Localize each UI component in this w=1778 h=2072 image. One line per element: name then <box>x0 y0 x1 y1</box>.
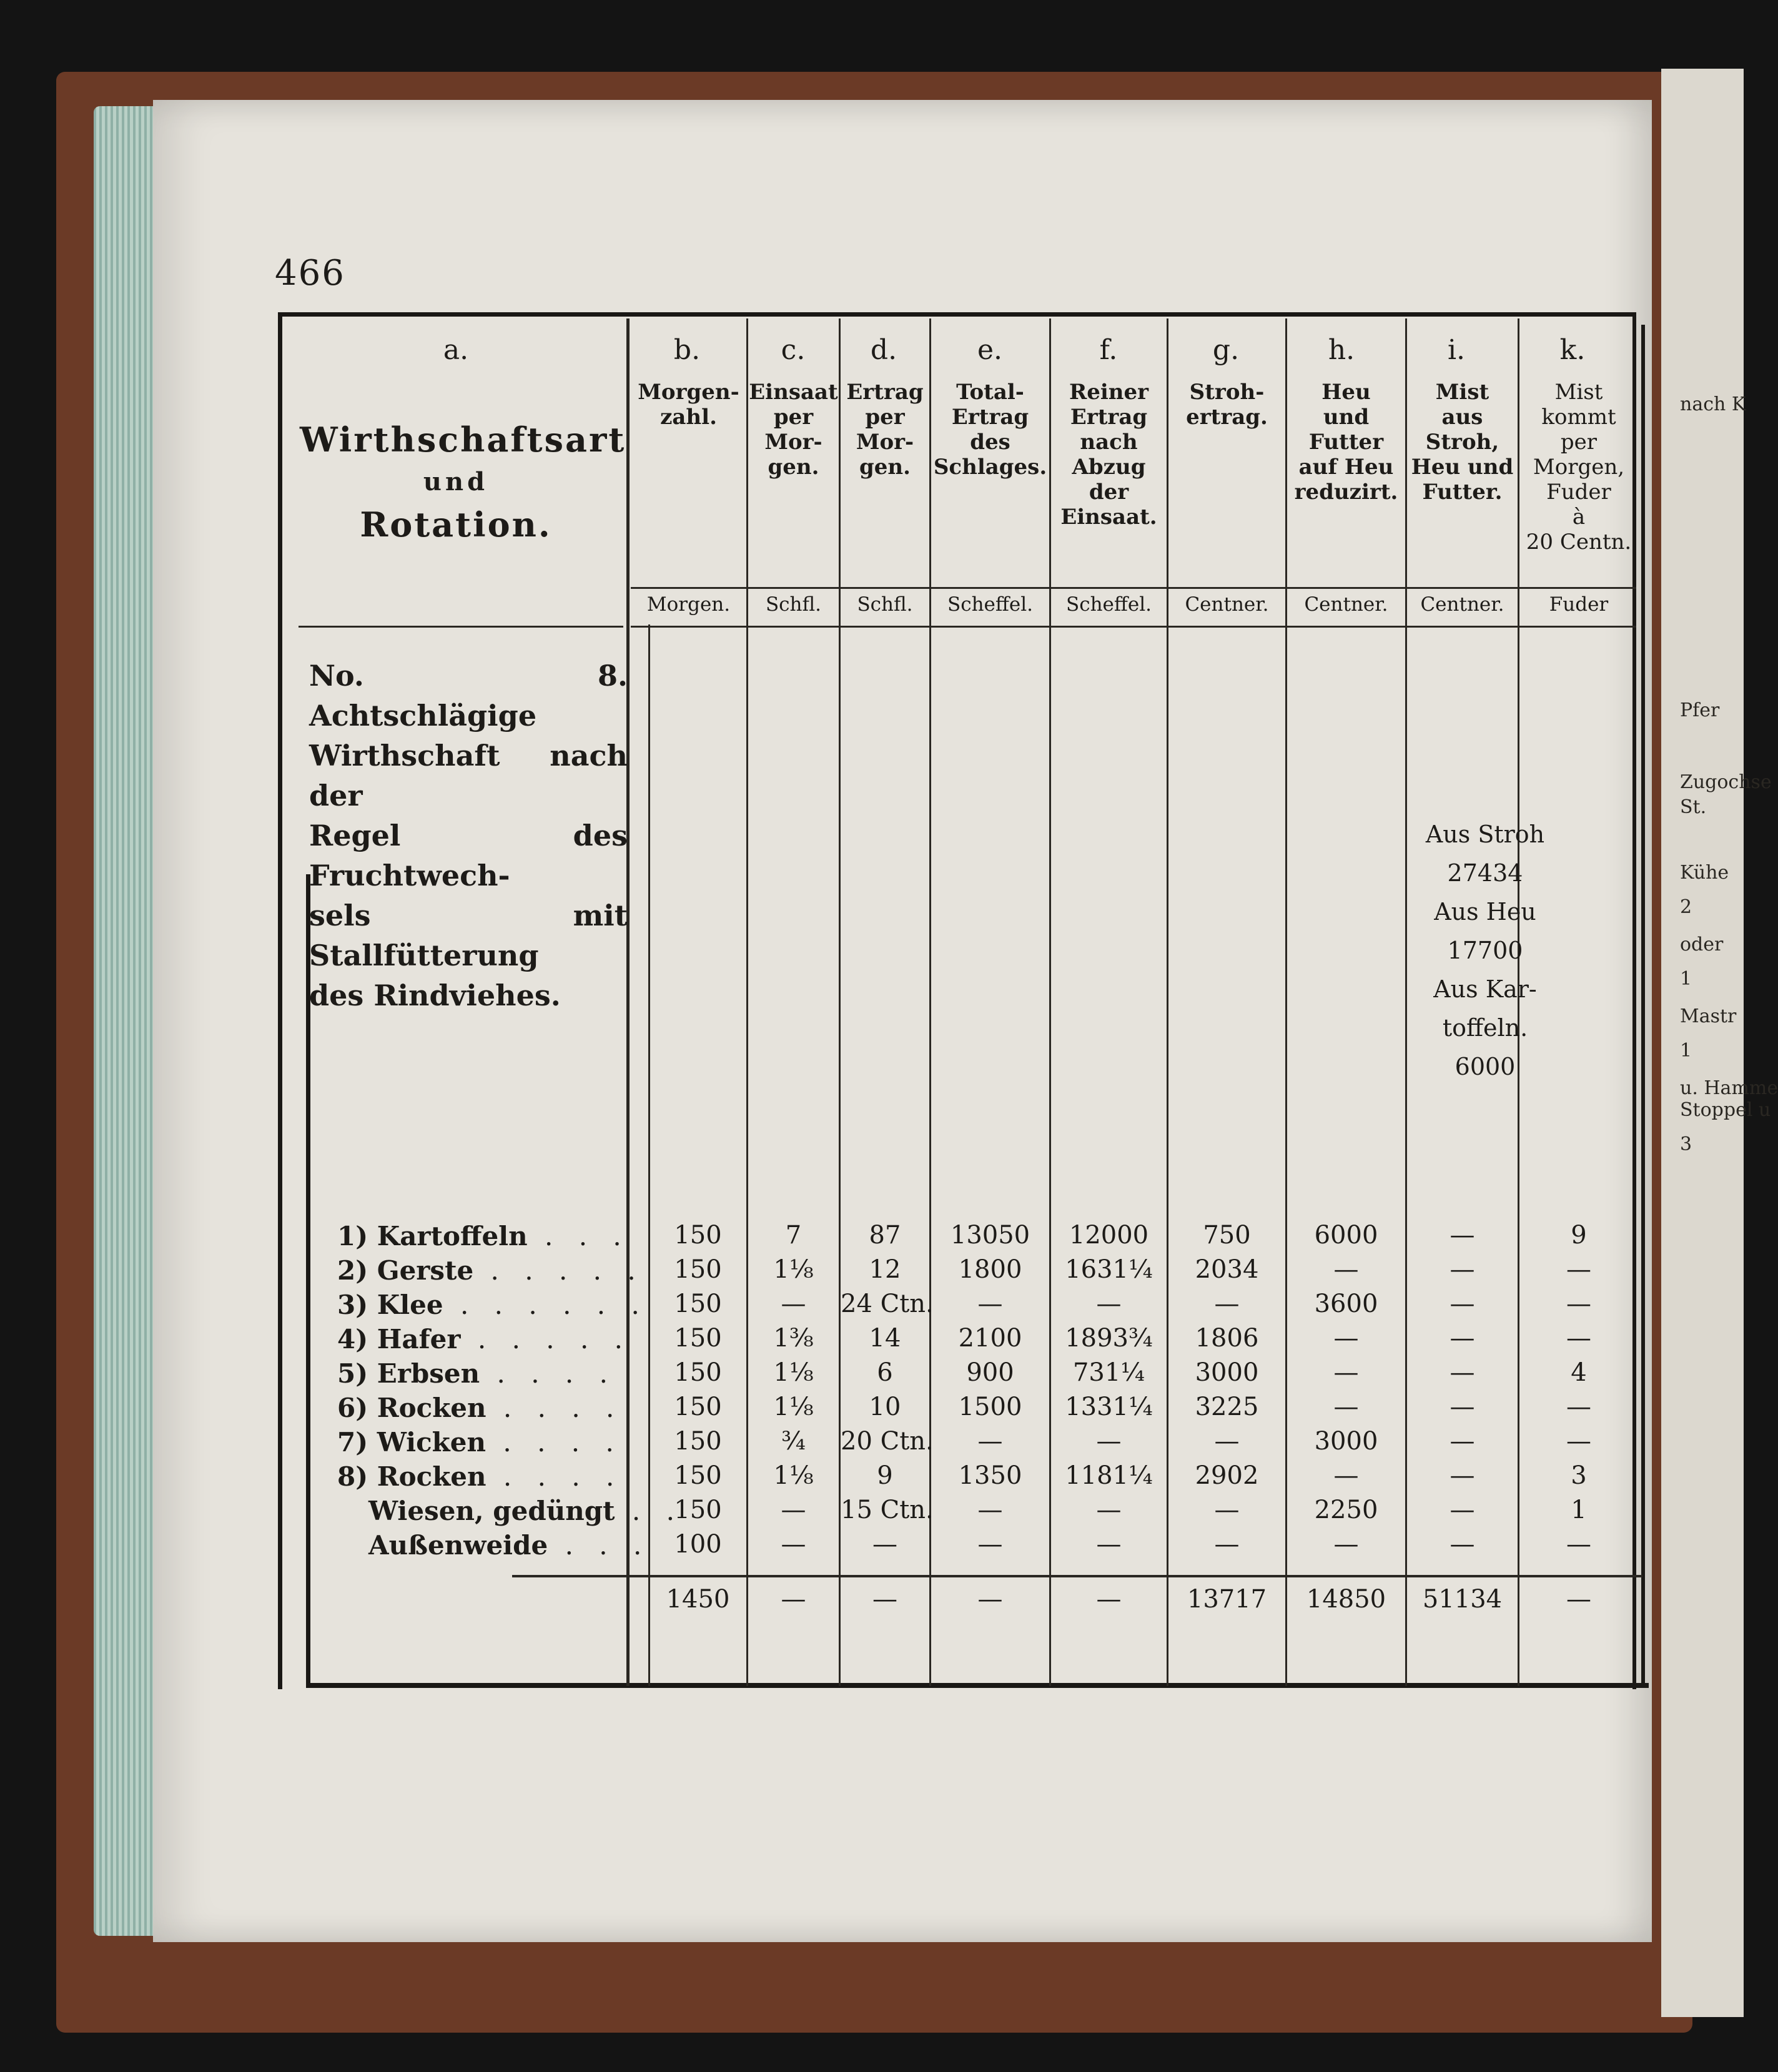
note-line: Aus Heu <box>1434 898 1536 925</box>
heading-line: und <box>423 467 489 496</box>
total-i: 51134 <box>1422 1585 1503 1614</box>
crop-label: 4) Hafer <box>337 1324 461 1354</box>
col-letter-a: a. <box>443 334 469 366</box>
note-line: Aus Stroh <box>1425 821 1545 848</box>
cell-k: 3 <box>1571 1461 1587 1490</box>
table-row <box>0 1290 1744 1324</box>
cell-i: — <box>1450 1393 1475 1421</box>
cell-e: — <box>977 1530 1003 1559</box>
cell-e: 900 <box>966 1358 1014 1387</box>
cell-g: — <box>1214 1496 1240 1524</box>
cell-e: — <box>977 1496 1003 1524</box>
total-b: 1450 <box>666 1585 730 1614</box>
cell-g: 3000 <box>1195 1358 1259 1387</box>
heading-line: per <box>1560 430 1598 455</box>
next-page-text: 1 <box>1680 968 1692 990</box>
total-c: — <box>781 1585 806 1614</box>
cell-f: — <box>1096 1290 1122 1318</box>
unit-h: Centner. <box>1304 593 1388 616</box>
unit-i: Centner. <box>1420 593 1504 616</box>
next-page-text: 3 <box>1680 1133 1692 1155</box>
cell-d: 24 Ctn. <box>841 1290 934 1318</box>
next-page-text: Zugochse <box>1680 771 1772 793</box>
cell-d: 12 <box>869 1255 901 1284</box>
cell-g: — <box>1214 1530 1240 1559</box>
heading-line: Stroh- <box>1189 380 1265 405</box>
next-page-text: Stoppel u <box>1680 1099 1771 1121</box>
cell-h: 6000 <box>1314 1221 1378 1250</box>
description-line: Wirthschaft nach der <box>309 739 628 812</box>
heading-line: und Futter <box>1308 405 1384 455</box>
note-line: 17700 <box>1447 937 1523 964</box>
cell-i: — <box>1450 1221 1475 1250</box>
heading-line: Wirthschaftsart <box>300 420 626 460</box>
cell-g: — <box>1214 1290 1240 1318</box>
total-h: 14850 <box>1306 1585 1386 1614</box>
heading-line: à <box>1572 505 1586 530</box>
cell-k: 9 <box>1571 1221 1587 1250</box>
cell-h: — <box>1333 1530 1359 1559</box>
table-bottom-rule <box>306 1683 1649 1688</box>
heading-line: per <box>773 405 814 430</box>
cell-f: 731¼ <box>1072 1358 1145 1387</box>
totals-rule <box>512 1575 1642 1577</box>
cell-k: — <box>1566 1427 1591 1456</box>
note-line: Aus Kar- <box>1433 975 1537 1003</box>
cell-e: — <box>977 1290 1003 1318</box>
col-letter-h: h. <box>1328 334 1355 366</box>
cell-h: — <box>1333 1358 1359 1387</box>
cell-i: — <box>1450 1358 1475 1387</box>
total-e: — <box>977 1585 1003 1614</box>
cell-i: — <box>1450 1324 1475 1353</box>
description-line: Regel des Fruchtwech- <box>309 819 628 892</box>
heading-line: auf Heu <box>1298 455 1394 480</box>
column-a-heading <box>300 418 626 546</box>
crop-label: 3) Klee <box>337 1290 443 1320</box>
rotation-description <box>309 656 628 1015</box>
crop-name: 6) Rocken . . . . <box>337 1393 623 1423</box>
col-letter-i: i. <box>1447 334 1466 366</box>
table-row <box>0 1461 1744 1496</box>
cell-k: — <box>1566 1324 1591 1353</box>
crop-label: 1) Kartoffeln <box>337 1221 528 1251</box>
total-g: 13717 <box>1187 1585 1267 1614</box>
column-b-heading <box>631 380 746 430</box>
heading-line: Heu <box>1321 380 1371 405</box>
cell-c: 1⅛ <box>773 1255 814 1284</box>
table-row <box>0 1358 1744 1393</box>
cell-i: — <box>1450 1290 1475 1318</box>
heading-line: Futter. <box>1422 480 1503 505</box>
cell-e: 1800 <box>958 1255 1022 1284</box>
unit-d: Schfl. <box>857 593 913 616</box>
manure-notes <box>1416 815 1554 1086</box>
cell-e: — <box>977 1427 1003 1456</box>
cell-g: 2902 <box>1195 1461 1259 1490</box>
crop-name: 5) Erbsen . . . . <box>337 1358 616 1389</box>
cell-c: 7 <box>785 1221 802 1250</box>
col-letter-f: f. <box>1099 334 1118 366</box>
heading-line: Schlages. <box>933 455 1047 480</box>
heading-line: Abzug <box>1072 455 1146 480</box>
column-g-heading <box>1168 380 1285 430</box>
heading-line: des <box>970 430 1010 455</box>
crop-label: 5) Erbsen <box>337 1358 480 1389</box>
next-page-text: Kühe <box>1680 862 1729 884</box>
heading-line: Einsaat <box>749 380 838 405</box>
header-rule <box>631 587 1636 589</box>
cell-d: 6 <box>877 1358 893 1387</box>
unit-c: Schfl. <box>765 593 822 616</box>
cell-h: — <box>1333 1461 1359 1490</box>
cell-d: — <box>872 1530 897 1559</box>
unit-f: Scheffel. <box>1065 593 1152 616</box>
unit-g: Centner. <box>1185 593 1269 616</box>
unit-b: Morgen. <box>646 593 731 616</box>
crop-label: 6) Rocken <box>337 1393 486 1423</box>
crop-label: Außenweide <box>368 1530 548 1561</box>
crop-name: Wiesen, gedüngt . . <box>368 1496 683 1526</box>
heading-line: 20 Centn. <box>1526 530 1632 555</box>
heading-line: kommt <box>1541 405 1616 430</box>
column-k-heading <box>1519 380 1638 555</box>
table-row <box>0 1255 1744 1290</box>
cell-c: — <box>781 1496 806 1524</box>
header-rule <box>299 626 623 628</box>
heading-line: der <box>1089 480 1129 505</box>
heading-line: Stroh, <box>1425 430 1499 455</box>
crop-name: 3) Klee . . . . . . <box>337 1290 648 1320</box>
cell-b: 150 <box>674 1358 722 1387</box>
cell-g: 750 <box>1203 1221 1251 1250</box>
description-line: sels mit Stallfütterung <box>309 899 628 972</box>
table-row <box>0 1496 1744 1530</box>
header-rule <box>631 626 1636 628</box>
cell-c: ¾ <box>781 1427 806 1456</box>
cell-c: — <box>781 1530 806 1559</box>
total-k: — <box>1566 1585 1591 1614</box>
cell-b: 150 <box>674 1290 722 1318</box>
note-line: toffeln. <box>1442 1014 1528 1042</box>
cell-b: 100 <box>674 1530 722 1559</box>
cell-h: — <box>1333 1324 1359 1353</box>
cell-g: — <box>1214 1427 1240 1456</box>
next-page-text: 2 <box>1680 896 1692 918</box>
crop-name: 4) Hafer . . . . . <box>337 1324 632 1354</box>
crop-name: 8) Rocken . . . . <box>337 1461 623 1492</box>
cell-c: — <box>781 1290 806 1318</box>
crop-name: 7) Wicken . . . . <box>337 1427 623 1458</box>
heading-line: ertrag. <box>1186 405 1268 430</box>
cell-f: 1181¼ <box>1065 1461 1153 1490</box>
cell-f: 1893¾ <box>1065 1324 1153 1353</box>
col-letter-k: k. <box>1559 334 1586 366</box>
next-page-text: nach K <box>1680 393 1746 415</box>
cell-d: 87 <box>869 1221 901 1250</box>
heading-line: Ertrag <box>1070 405 1148 430</box>
heading-line: Mor- <box>856 430 914 455</box>
note-line: 6000 <box>1455 1053 1516 1080</box>
cell-i: — <box>1450 1496 1475 1524</box>
cell-h: 3000 <box>1314 1427 1378 1456</box>
next-page-text: Pfer <box>1680 699 1720 721</box>
heading-line: Ertrag <box>951 405 1029 430</box>
heading-line: Heu und <box>1411 455 1514 480</box>
heading-line: aus <box>1441 405 1483 430</box>
heading-line: gen. <box>859 455 911 480</box>
cell-d: 14 <box>869 1324 901 1353</box>
cell-i: — <box>1450 1255 1475 1284</box>
heading-line: Fuder <box>1546 480 1611 505</box>
cell-b: 150 <box>674 1221 722 1250</box>
description-line: des Rindviehes. <box>309 979 561 1012</box>
unit-e: Scheffel. <box>947 593 1034 616</box>
total-f: — <box>1096 1585 1122 1614</box>
column-i-heading <box>1407 380 1518 505</box>
cell-e: 1350 <box>958 1461 1022 1490</box>
table-row <box>0 1324 1744 1358</box>
crop-label: 8) Rocken <box>337 1461 486 1492</box>
cell-i: — <box>1450 1530 1475 1559</box>
cell-g: 3225 <box>1195 1393 1259 1421</box>
heading-line: zahl. <box>660 405 717 430</box>
cell-e: 13050 <box>950 1221 1030 1250</box>
cell-k: — <box>1566 1255 1591 1284</box>
table-row <box>0 1530 1744 1564</box>
col-letter-d: d. <box>870 334 897 366</box>
cell-h: — <box>1333 1255 1359 1284</box>
cell-f: — <box>1096 1496 1122 1524</box>
cell-f: 1631¼ <box>1065 1255 1153 1284</box>
cell-c: 1⅛ <box>773 1461 814 1490</box>
col-letter-e: e. <box>977 334 1003 366</box>
cell-b: 150 <box>674 1393 722 1421</box>
cell-k: 1 <box>1571 1496 1587 1524</box>
cell-k: — <box>1566 1393 1591 1421</box>
cell-h: 3600 <box>1314 1290 1378 1318</box>
next-page-text: Mastr <box>1680 1005 1737 1027</box>
column-e-heading <box>931 380 1049 480</box>
heading-line: Mist <box>1554 380 1603 405</box>
crop-label: 7) Wicken <box>337 1427 486 1458</box>
next-page-text: St. <box>1680 796 1707 818</box>
cell-i: — <box>1450 1461 1475 1490</box>
cell-b: 150 <box>674 1324 722 1353</box>
cell-f: — <box>1096 1427 1122 1456</box>
crop-name: Außenweide . . . <box>368 1530 651 1561</box>
cell-d: 20 Ctn. <box>841 1427 934 1456</box>
column-h-heading <box>1287 380 1405 505</box>
cell-b: 150 <box>674 1255 722 1284</box>
column-d-heading <box>841 380 929 480</box>
heading-line: per <box>865 405 905 430</box>
heading-line: Reiner <box>1069 380 1149 405</box>
cell-g: 2034 <box>1195 1255 1259 1284</box>
total-d: — <box>872 1585 897 1614</box>
page-number: 466 <box>275 253 345 294</box>
next-page-text: oder <box>1680 934 1724 955</box>
column-f-heading <box>1051 380 1167 530</box>
table-row <box>0 1221 1744 1255</box>
unit-k: Fuder <box>1549 593 1609 616</box>
description-line: No. 8. Achtschlägige <box>309 659 628 733</box>
heading-line: Einsaat. <box>1060 505 1157 530</box>
heading-line: nach <box>1080 430 1138 455</box>
heading-line: Morgen- <box>638 380 739 405</box>
cell-e: 1500 <box>958 1393 1022 1421</box>
heading-line: Morgen, <box>1533 455 1625 480</box>
cell-e: 2100 <box>958 1324 1022 1353</box>
cell-d: 15 Ctn. <box>841 1496 934 1524</box>
cell-b: 150 <box>674 1496 722 1524</box>
cell-c: 1⅜ <box>773 1324 814 1353</box>
cell-d: 10 <box>869 1393 901 1421</box>
cell-c: 1⅛ <box>773 1393 814 1421</box>
heading-line: gen. <box>768 455 819 480</box>
crop-label: Wiesen, gedüngt <box>368 1496 615 1526</box>
cell-f: 12000 <box>1069 1221 1149 1250</box>
crop-name: 2) Gerste . . . . . <box>337 1255 645 1286</box>
cell-k: — <box>1566 1290 1591 1318</box>
note-line: 27434 <box>1447 859 1523 887</box>
col-letter-g: g. <box>1212 334 1240 366</box>
cell-h: — <box>1333 1393 1359 1421</box>
cell-b: 150 <box>674 1461 722 1490</box>
heading-line: Total- <box>956 380 1024 405</box>
table-row <box>0 1393 1744 1427</box>
cell-g: 1806 <box>1195 1324 1259 1353</box>
cell-f: — <box>1096 1530 1122 1559</box>
next-page-text: 1 <box>1680 1040 1692 1062</box>
cell-c: 1⅛ <box>773 1358 814 1387</box>
cell-d: 9 <box>877 1461 893 1490</box>
col-letter-b: b. <box>673 334 701 366</box>
cell-i: — <box>1450 1427 1475 1456</box>
cell-b: 150 <box>674 1427 722 1456</box>
heading-line: Ertrag <box>846 380 924 405</box>
cell-k: 4 <box>1571 1358 1587 1387</box>
crop-label: 2) Gerste <box>337 1255 474 1286</box>
table-row <box>0 1427 1744 1461</box>
crop-name: 1) Kartoffeln . . . <box>337 1221 630 1251</box>
next-page-fragment <box>1661 69 1778 2017</box>
column-c-heading <box>748 380 839 480</box>
next-page-text: u. Hamme <box>1680 1077 1778 1099</box>
heading-line: Mor- <box>764 430 822 455</box>
heading-line: Mist <box>1435 380 1489 405</box>
totals-row <box>0 1585 1744 1619</box>
heading-line: reduzirt. <box>1294 480 1398 505</box>
col-letter-c: c. <box>781 334 806 366</box>
heading-line: Rotation. <box>360 505 552 545</box>
cell-h: 2250 <box>1314 1496 1378 1524</box>
cell-k: — <box>1566 1530 1591 1559</box>
cell-f: 1331¼ <box>1065 1393 1153 1421</box>
